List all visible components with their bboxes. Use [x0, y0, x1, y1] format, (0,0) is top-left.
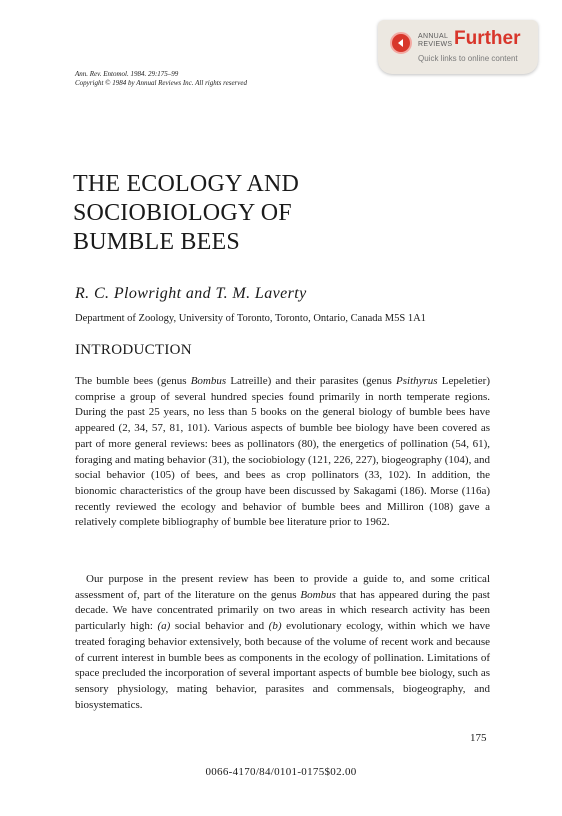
paragraph-text: that has appeared during the past decade. We have concentrated primarily on two areas in which research activity has been particularly high: — [75, 588, 490, 633]
play-arrow-icon — [390, 32, 412, 54]
badge-annual-label: ANNUAL — [418, 33, 449, 40]
genus-name: Psithyrus — [396, 375, 438, 387]
affiliation: Department of Zoology, University of Toronto, Toronto, Ontario, Canada M5S 1A1 — [75, 313, 426, 324]
paragraph-text: Lepeletier) comprise a group of several hundred species found primarily in north temperate regions. During the past 25 years, no less than 5 books on the general biology of bumble bees have appeared (2, 34, 57, 81, 101). Various aspects of bumble bee biology have been covered as part of more general reviews: bees as pollinators (80), the energetics of pollination (54, 61), foraging and mating behavior (31), the sociobiology (121, 226, 227), biogeography (104), and social behavior (105) of bees, and bees as crop pollinators (33, 102). In addition, the bionomic characteristics of the group have been discussed by Sakagami (186). Morse (116a) recently reviewed the ecology and behavior of bumble bees and Milliron (108) gave a relatively complete bibliography of bumble bee literature prior to 1962. — [75, 375, 491, 529]
page-number: 175 — [470, 732, 487, 744]
article-code: 0066-4170/84/0101-0175$02.00 — [205, 766, 357, 778]
article-title — [73, 170, 299, 257]
list-marker: (b) — [268, 620, 282, 633]
citation-line-2: Copyright © 1984 by Annual Reviews Inc. All rights reserved — [75, 79, 247, 87]
paragraph-text: Latreille) and their parasites (genus — [226, 375, 397, 387]
paragraph-text: evolutionary ecology, within which we have treated foraging behavior extensively, both because of the volume of recent work and because of current interest in bumble bees as components in the ecology of pollination. Limitations of space precluded the incorporation of several important aspects of bumble bee biology, such as sensory physiology, mating behavior, parasites and commensals, biogeography, and biosystematics. — [75, 620, 490, 711]
title-line: THE ECOLOGY AND — [73, 171, 300, 197]
paragraph-text: Our purpose in the present review has been to provide a guide to, and some critical assessment of, part of the literature on the genus — [75, 573, 490, 601]
title-line: SOCIOBIOLOGY OF — [73, 200, 292, 226]
badge-further-label: Further — [454, 28, 521, 49]
list-marker: (a) — [157, 620, 171, 633]
paragraph-text: The bumble bees (genus — [75, 375, 191, 387]
genus-name: Bombus — [300, 588, 336, 601]
intro-paragraph-1 — [75, 374, 490, 531]
title-line: BUMBLE BEES — [73, 229, 240, 255]
badge-reviews-label: REVIEWS — [418, 41, 453, 48]
section-heading-introduction: INTRODUCTION — [75, 342, 192, 358]
genus-name: Bombus — [190, 375, 227, 387]
authors: R. C. Plowright and T. M. Laverty — [75, 285, 307, 302]
annual-reviews-further-badge[interactable] — [378, 20, 538, 74]
intro-paragraph-2 — [75, 572, 490, 713]
paragraph-text: social behavior and — [170, 620, 269, 633]
badge-subtitle: Quick links to online content — [418, 54, 518, 63]
citation-line-1: Ann. Rev. Entomol. 1984. 29:175–99 — [75, 70, 179, 78]
